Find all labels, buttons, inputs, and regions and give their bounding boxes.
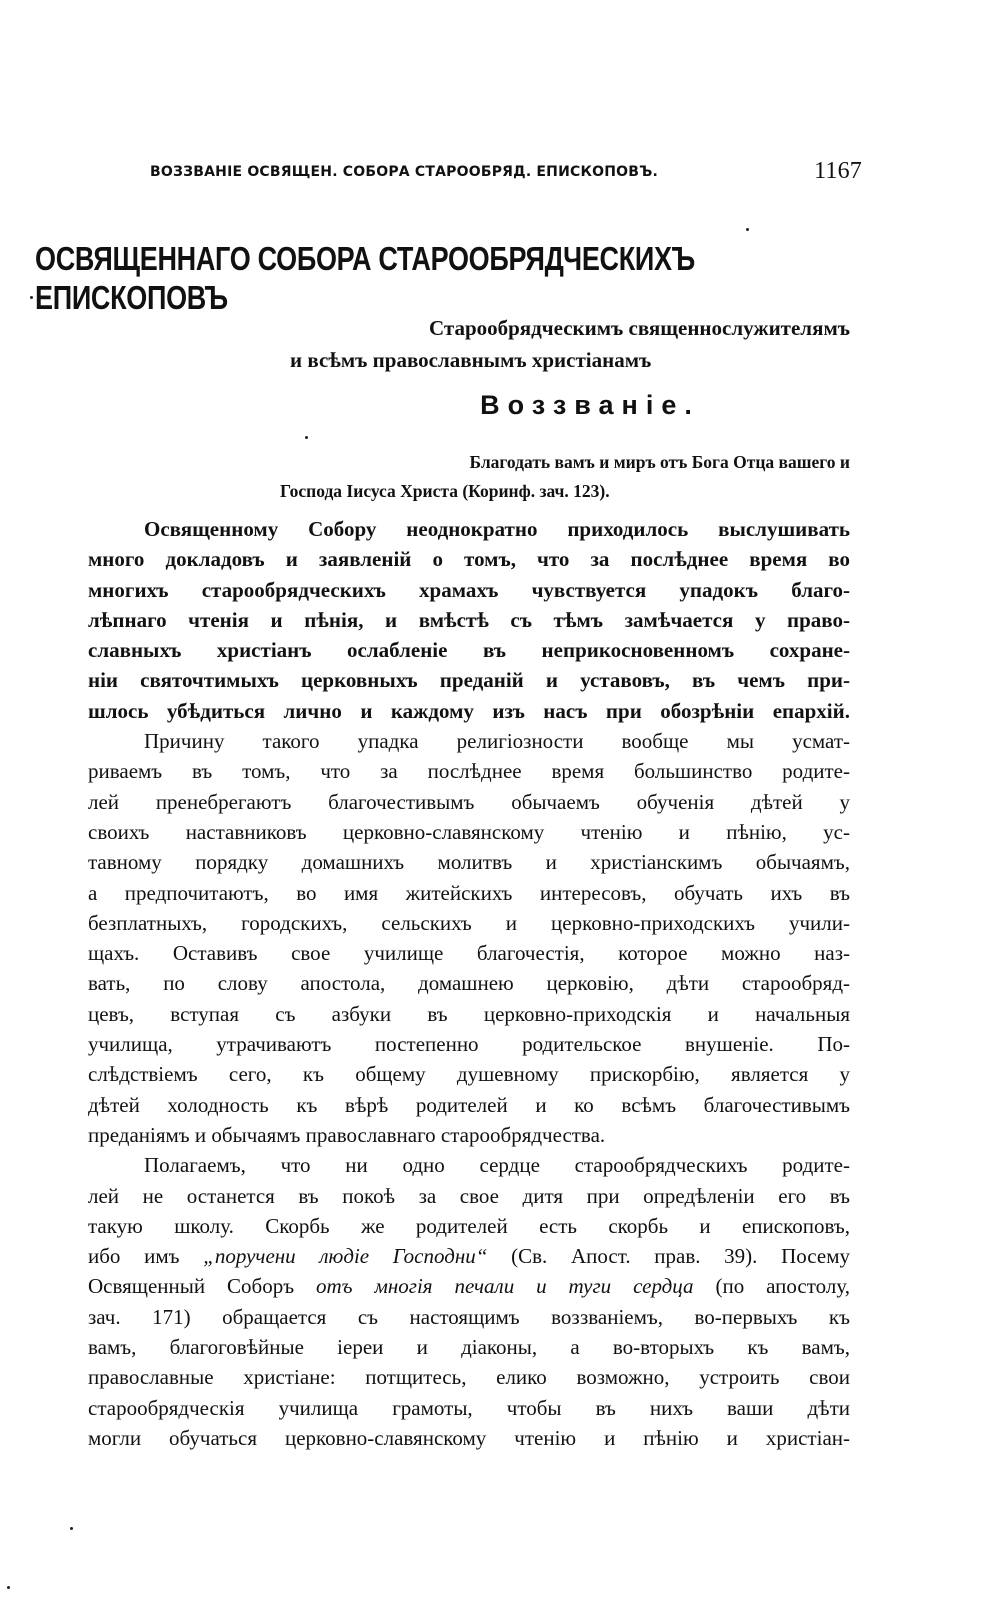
scan-speck (746, 228, 749, 231)
text-line: ніи святочтимыхъ церковныхъ преданій и уставовъ, въ чемъ при- (88, 668, 850, 693)
text-line: славныхъ христіанъ ослабленіе въ неприкосновенномъ сохране- (88, 638, 850, 663)
body-text (32, 514, 850, 1453)
text-line: своихъ наставниковъ церковно-славянскому чтенію и пѣнію, ус- (88, 819, 850, 844)
text-line: училища, утрачиваютъ постепенно родительское внушеніе. По- (88, 1032, 850, 1057)
scan-speck (7, 1586, 10, 1589)
text-line: риваемъ въ томъ, что за послѣднее время большинство родите- (88, 759, 850, 784)
running-head-text: ВОЗЗВАНІЕ ОСВЯЩЕН. СОБОРА СТАРООБРЯД. ЕПИСКОПОВЪ. (150, 164, 658, 180)
text-line (32, 1241, 850, 1271)
text-line: лѣпнаго чтенія и пѣнія, и вмѣстѣ съ тѣмъ замѣчается у право- (88, 607, 850, 632)
address-block (290, 312, 850, 376)
text-line: безплатныхъ, городскихъ, сельскихъ и церковно-приходскихъ учили- (88, 910, 850, 935)
running-head (150, 158, 862, 188)
text-line: щахъ. Оставивъ свое училище благочестія, которое можно наз- (88, 941, 850, 966)
text-line: Причину такого упадка религіозности вообще мы усмат- (144, 729, 850, 754)
text-line: такую школу. Скорбь же родителей есть скорбь и епископовъ, (88, 1213, 850, 1238)
paragraph-1 (32, 514, 850, 726)
text-line: старообрядческія училища грамоты, чтобы въ нихъ ваши дѣти (88, 1395, 850, 1420)
text-line: а предпочитаютъ, во имя житейскихъ интересовъ, обучать ихъ въ (88, 880, 850, 905)
text-fragment: Освященный Соборъ (88, 1274, 316, 1299)
text-line: преданіямъ и обычаямъ православнаго старообрядчества. (88, 1122, 606, 1147)
text-line: дѣтей холодность къ вѣрѣ родителей и ко всѣмъ благочестивымъ (88, 1092, 850, 1117)
page-number: 1167 (814, 158, 862, 184)
text-line: тавному порядку домашнихъ молитвъ и христіанскимъ обычаямъ, (88, 850, 850, 875)
text-line: много докладовъ и заявленій о томъ, что за послѣднее время во (88, 547, 850, 572)
epigraph-line-1: Благодать вамъ и миръ отъ Бога Отца вашего и (469, 452, 850, 472)
text-line: цевъ, вступая съ азбуки въ церковно-приходскія и начальныя (88, 1001, 850, 1026)
text-fragment: (по апостолу, (693, 1274, 850, 1299)
italic-quote: „поручени людіе Господни“ (203, 1244, 488, 1269)
text-line: лей пренебрегаютъ благочестивымъ обычаемъ обученія дѣтей у (88, 789, 850, 814)
text-line: вать, по слову апостола, домашнею церковію, дѣти старообряд- (88, 971, 850, 996)
scan-speck (30, 296, 33, 299)
text-line: вамъ, благоговѣйные іереи и діаконы, а во-вторыхъ къ вамъ, (88, 1335, 850, 1360)
address-line-2: и всѣмъ православнымъ христіанамъ (290, 348, 652, 372)
section-heading: Воззваніе. (480, 390, 700, 420)
document-title: ОСВЯЩЕННАГО СОБОРА СТАРООБРЯДЧЕСКИХЪ ЕПИСКОПОВЪ (35, 240, 695, 317)
scan-speck (70, 1527, 73, 1530)
epigraph-line-2: Господа Іисуса Христа (Коринф. зач. 123). (280, 481, 610, 501)
paragraph-2 (32, 726, 850, 1150)
text-line: Полагаемъ, что ни одно сердце старообрядческихъ родите- (144, 1153, 850, 1178)
text-line: Освященному Собору неоднократно приходилось выслушивать (144, 517, 850, 541)
address-line-1: Старообрядческимъ священнослужителямъ (428, 316, 850, 340)
text-line (32, 1271, 850, 1301)
text-fragment: (Св. Апост. прав. 39). Посему (487, 1244, 850, 1269)
epigraph (280, 448, 850, 506)
text-line: шлось убѣдиться лично и каждому изъ насъ при обозрѣніи епархій. (88, 698, 850, 723)
text-line: православные христіане: потщитесь, елико возможно, устроить свои (88, 1365, 850, 1390)
italic-quote: отъ многія печали и туги сердца (315, 1274, 694, 1299)
text-line: слѣдствіемъ сего, къ общему душевному прискорбію, является у (88, 1062, 850, 1087)
text-line: многихъ старообрядческихъ храмахъ чувствуется упадокъ благо- (88, 577, 850, 602)
text-line: лей не останется въ покоѣ за свое дитя при опредѣленіи его въ (88, 1183, 850, 1208)
scan-speck (305, 436, 308, 439)
text-line: могли обучаться церковно-славянскому чтенію и пѣнію и христіан- (88, 1425, 850, 1450)
text-line: зач. 171) обращается съ настоящимъ воззваніемъ, во-первыхъ къ (88, 1304, 850, 1329)
text-fragment: ибо имъ (88, 1244, 204, 1269)
paragraph-3 (32, 1150, 850, 1453)
